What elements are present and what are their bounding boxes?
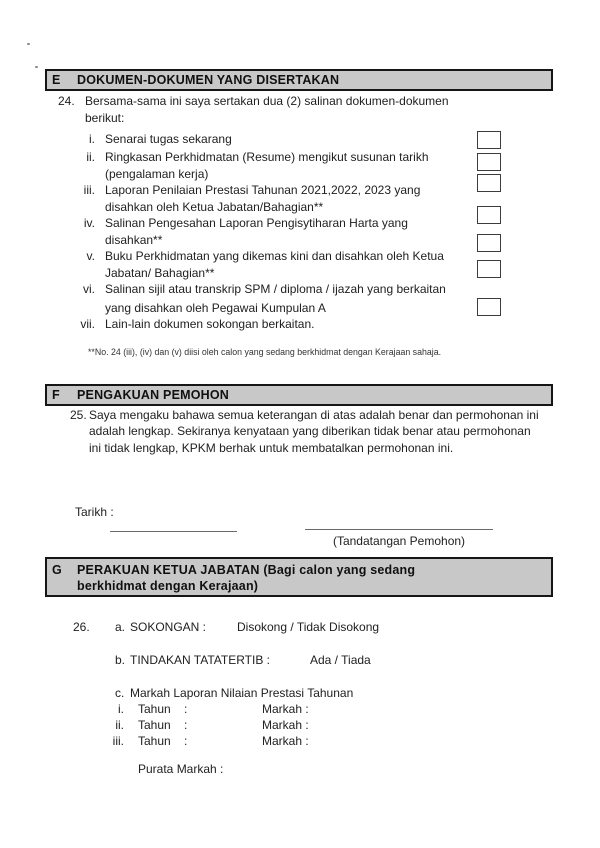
document-item-vii: [45, 316, 553, 333]
document-item-text: [105, 182, 477, 215]
section-g-title: [77, 562, 551, 595]
scan-speck: [35, 66, 38, 68]
document-item-numeral: vi.: [83, 282, 95, 296]
mark-label: Markah :: [262, 702, 309, 716]
document-item-line: Lain-lain dokumen sokongan berkaitan.: [105, 317, 315, 331]
footnote: **No. 24 (iii), (iv) dan (v) diisi oleh calon yang sedang berkhidmat dengan Kerajaan sahaja.: [88, 347, 442, 357]
document-item-i: [45, 131, 553, 149]
document-checkbox-iii[interactable]: [477, 174, 501, 192]
document-item-numeral: iii.: [83, 183, 95, 197]
document-item-numeral: vii.: [80, 317, 95, 331]
section-e-title: DOKUMEN-DOKUMEN YANG DISERTAKAN: [77, 73, 340, 87]
document-item-line: Senarai tugas sekarang: [105, 132, 232, 146]
document-checkbox-ii[interactable]: [477, 153, 501, 171]
document-item-line: Buku Perkhidmatan yang dikemas kini dan disahkan oleh Ketua: [105, 249, 444, 263]
tindakan-field-label: TINDAKAN TATATERTIB :: [130, 653, 271, 667]
document-item-line: (pengalaman kerja): [105, 166, 209, 181]
document-item-line: yang disahkan oleh Pegawai Kumpulan A: [105, 300, 326, 315]
document-item-line: Laporan Penilaian Prestasi Tahunan 2021,2022, 2023 yang: [105, 183, 421, 197]
document-item-line: Jabatan/ Bahagian**: [105, 265, 215, 280]
item-24-line: Bersama-sama ini saya sertakan dua (2) salinan dokumen-dokumen: [85, 94, 449, 108]
year-label: Tahun: [138, 718, 171, 732]
sokongan-options[interactable]: Disokong / Tidak Disokong: [237, 620, 380, 634]
declaration-text: [89, 407, 539, 456]
year-colon: :: [184, 718, 188, 732]
date-field[interactable]: [110, 531, 237, 532]
item-25: [70, 407, 539, 456]
item-24: [58, 93, 449, 126]
item-24-number: 24.: [58, 94, 75, 108]
declaration-line: ini tidak lengkap, KPKM berhak untuk membatalkan permohonan ini.: [89, 440, 454, 455]
item-26-number: 26.: [73, 620, 90, 634]
mark-label: Markah :: [262, 734, 309, 748]
document-checkbox-iv[interactable]: [477, 206, 501, 224]
year-colon: :: [184, 702, 188, 716]
document-item-numeral: i.: [89, 132, 95, 146]
year-label: Tahun: [138, 734, 171, 748]
document-item-line: Salinan Pengesahan Laporan Pengisytiharan Harta yang: [105, 216, 408, 230]
document-item-line: disahkan**: [105, 232, 163, 247]
section-g-letter: G: [52, 563, 62, 577]
document-item-line: Salinan sijil atau transkrip SPM / diploma / ijazah yang berkaitan: [105, 282, 446, 296]
document-item-text: [105, 215, 477, 248]
item-25-number: 25.: [70, 408, 87, 422]
signature-field[interactable]: [305, 529, 493, 530]
tindakan-options[interactable]: Ada / Tiada: [310, 653, 371, 667]
mark-label: Markah :: [262, 718, 309, 732]
sokongan-field-label: SOKONGAN :: [130, 620, 207, 634]
item-24-line: berikut:: [85, 110, 125, 125]
document-item-line: Ringkasan Perkhidmatan (Resume) mengikut susunan tarikh: [105, 150, 429, 164]
declaration-line: Saya mengaku bahawa semua keterangan di atas adalah benar dan permohonan ini: [89, 408, 539, 422]
document-checklist: [45, 131, 553, 333]
section-e-header: [45, 69, 553, 91]
year-colon: :: [184, 734, 188, 748]
document-checkbox-i[interactable]: [477, 131, 501, 149]
scan-speck: [27, 43, 30, 45]
document-item-text: [105, 131, 477, 149]
year-label: Tahun: [138, 702, 171, 716]
document-checkbox-vi[interactable]: [477, 260, 501, 278]
section-g-title-line: berkhidmat dengan Kerajaan): [77, 579, 259, 593]
section-f-letter: F: [52, 388, 60, 402]
item-26c-label: c.: [115, 686, 125, 700]
section-g-title-line: PERAKUAN KETUA JABATAN (Bagi calon yang sedang: [77, 563, 416, 577]
average-mark-label: Purata Markah :: [138, 762, 224, 776]
document-item-text: [105, 248, 477, 281]
document-item-numeral: iv.: [83, 216, 95, 230]
document-item-text: [105, 316, 477, 333]
document-checkbox-vii[interactable]: [477, 298, 501, 316]
date-label: Tarikh :: [75, 505, 114, 519]
document-item-numeral: ii.: [86, 150, 95, 164]
item-26a-label: a.: [115, 620, 126, 634]
mark-row-numeral: ii.: [115, 718, 124, 732]
section-e-letter: E: [52, 73, 61, 87]
signature-caption: (Tandatangan Pemohon): [332, 534, 466, 548]
mark-row-numeral: i.: [118, 702, 124, 716]
document-item-text: [105, 281, 477, 316]
document-checkbox-v[interactable]: [477, 234, 501, 252]
section-g-header: [45, 557, 553, 597]
document-item-line: disahkan oleh Ketua Jabatan/Bahagian**: [105, 199, 324, 214]
section-f-header: [45, 384, 553, 406]
markah-section-label: Markah Laporan Nilaian Prestasi Tahunan: [130, 686, 354, 700]
section-f-title: PENGAKUAN PEMOHON: [77, 388, 230, 402]
item-24-text: [85, 93, 449, 126]
item-26b-label: b.: [115, 653, 126, 667]
document-item-text: [105, 149, 477, 182]
mark-row-numeral: iii.: [112, 734, 124, 748]
declaration-line: adalah lengkap. Sekiranya kenyataan yang diberikan tidak benar atau permohonan: [89, 424, 531, 439]
document-item-numeral: v.: [86, 249, 95, 263]
